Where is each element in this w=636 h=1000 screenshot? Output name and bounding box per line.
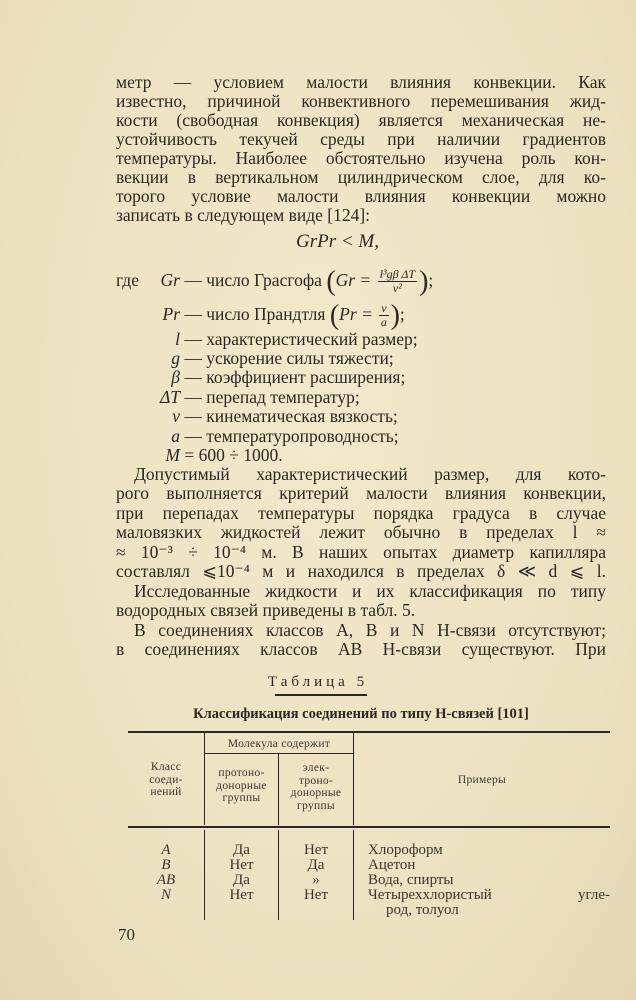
gr-definition bbox=[116, 265, 606, 297]
header-proton-donor bbox=[205, 767, 278, 805]
text-line: метр — условием малости влияния конвекции. Как bbox=[116, 72, 606, 92]
text-line: при перепадах температуры порядка градуса в случае bbox=[116, 503, 606, 523]
text-line: Допустимый характеристический размер, для кото- bbox=[134, 464, 606, 484]
text-line: в соединениях классов AB H-связи существуют. При bbox=[116, 639, 606, 659]
cell-example: Ацетон bbox=[368, 857, 416, 873]
cell-proton: Да bbox=[233, 842, 250, 858]
right-paren: ) bbox=[419, 265, 429, 297]
definition-text: — характеристический размер; bbox=[184, 329, 418, 349]
pr-definition bbox=[116, 299, 606, 331]
text-line: Исследованные жидкости и их классификация по типу bbox=[134, 581, 606, 601]
gr-numerator: l³gβ ΔT bbox=[379, 267, 416, 282]
symbol: β bbox=[171, 367, 180, 387]
pr-numerator: ν bbox=[381, 301, 387, 316]
gr-fraction bbox=[378, 268, 417, 295]
cell-example: Вода, спирты bbox=[368, 872, 454, 888]
main-formula: GrPr < M, bbox=[296, 231, 380, 252]
cell-electron: Да bbox=[307, 857, 325, 873]
definition-text: — кинематическая вязкость; bbox=[184, 406, 398, 426]
header-bottom-rule bbox=[128, 826, 610, 828]
cell-class: B bbox=[161, 857, 171, 873]
cell-proton: Нет bbox=[229, 857, 254, 873]
cell-proton: Нет bbox=[229, 887, 254, 903]
symbol: ΔT bbox=[159, 387, 180, 407]
cell-class: N bbox=[160, 887, 171, 903]
header-line: протоно- bbox=[218, 767, 265, 779]
header-line: Класс bbox=[150, 761, 182, 773]
text-line: торого условие малости влияния конвекции можно bbox=[116, 186, 606, 206]
definition-text: = 600 ÷ 1000. bbox=[184, 445, 283, 465]
divider bbox=[275, 694, 367, 696]
pr-fraction bbox=[379, 302, 388, 329]
cell-class: AB bbox=[156, 872, 176, 888]
gr-text: — число Грасгофа bbox=[184, 270, 322, 290]
header-line: троно- bbox=[298, 774, 334, 787]
definition-item bbox=[116, 406, 606, 426]
table-title: Классификация соединений по типу H-связей [101] bbox=[193, 706, 529, 722]
header-line: нений bbox=[150, 786, 182, 798]
gr-end: ; bbox=[428, 270, 434, 290]
left-paren: ( bbox=[326, 265, 336, 297]
cell-example: Хлороформ bbox=[368, 842, 443, 858]
cell-example: Четыреххлористый угле- bbox=[368, 887, 610, 903]
gr-lhs: Gr = bbox=[335, 270, 372, 290]
text-line: векции в вертикальном цилиндрическом слое, для ко- bbox=[116, 167, 606, 187]
header-line: донорные bbox=[290, 787, 342, 799]
header-line: элек- bbox=[302, 762, 330, 774]
definition-text: — коэффициент расширения; bbox=[184, 367, 406, 387]
header-examples: Примеры bbox=[457, 774, 507, 786]
text-line: записать в следующем виде [124]: bbox=[116, 205, 371, 225]
text-line: известно, причиной конвективного перемешивания жид- bbox=[116, 91, 606, 111]
right-paren: ) bbox=[390, 299, 400, 331]
text-line: рого выполняется критерий малости влияния конвекции, bbox=[116, 483, 606, 503]
group-header-rule bbox=[205, 753, 353, 754]
pr-symbol: Pr bbox=[162, 304, 180, 324]
text-line: В соединениях классов A, B и N H-связи отсутствуют; bbox=[134, 620, 606, 640]
definition-item bbox=[116, 367, 606, 387]
header-line: группы bbox=[297, 799, 335, 812]
column-divider bbox=[353, 830, 354, 920]
symbol: l bbox=[175, 329, 180, 349]
page-number: 70 bbox=[118, 925, 135, 944]
definition-item bbox=[116, 387, 606, 407]
text-line: устойчивость текучей среды при наличии градиентов bbox=[116, 129, 606, 149]
symbol: M bbox=[165, 445, 180, 465]
pr-end: ; bbox=[399, 304, 405, 324]
header-molecule-contains: Молекула содержит bbox=[227, 738, 331, 750]
cell-example-continuation: род, толуол bbox=[386, 902, 459, 918]
text-line: температуры. Наиболее обстоятельно изучена роль кон- bbox=[116, 148, 606, 168]
pr-text: — число Прандтля bbox=[184, 304, 326, 324]
definition-text: — ускорение силы тяжести; bbox=[184, 348, 394, 368]
symbol: ν bbox=[172, 406, 180, 426]
where-word: где bbox=[116, 270, 139, 290]
cell-class: A bbox=[161, 842, 171, 858]
gr-denominator: ν² bbox=[392, 281, 402, 296]
text-line: маловязких жидкостей лежит обычно в пределах l ≈ bbox=[116, 522, 606, 542]
header-class bbox=[128, 761, 204, 799]
gr-symbol: Gr bbox=[160, 270, 180, 290]
definition-text: — перепад температур; bbox=[184, 387, 360, 407]
header-electron-donor bbox=[279, 762, 353, 812]
header-line: донорные bbox=[216, 779, 267, 792]
cell-electron: Нет bbox=[303, 887, 329, 903]
definition-item bbox=[116, 348, 606, 368]
header-line: соеди- bbox=[149, 773, 183, 786]
table-top-rule bbox=[128, 731, 610, 733]
definition-item bbox=[116, 426, 606, 446]
cell-electron: Нет bbox=[303, 842, 329, 858]
definition-item bbox=[116, 445, 606, 465]
text-line: кости (свободная конвекция) является механическая не- bbox=[116, 110, 606, 130]
text-line: составлял ⩽10⁻⁴ м и находился в пределах δ ≪ d ⩽ l. bbox=[116, 561, 606, 581]
symbol: a bbox=[171, 426, 180, 446]
text-line: водородных связей приведены в табл. 5. bbox=[116, 600, 416, 620]
text-line: ≈ 10⁻³ ÷ 10⁻⁴ м. В наших опытах диаметр капилляра bbox=[116, 542, 606, 562]
pr-denominator: a bbox=[380, 315, 387, 330]
left-paren: ( bbox=[329, 299, 340, 331]
header-line: группы bbox=[222, 792, 261, 804]
definition-text: — температуропроводность; bbox=[184, 426, 399, 446]
symbol: g bbox=[171, 348, 180, 368]
cell-electron: » bbox=[312, 872, 320, 888]
pr-lhs: Pr = bbox=[339, 304, 373, 324]
definition-item bbox=[116, 329, 606, 349]
cell-proton: Да bbox=[233, 872, 250, 888]
table-caption: Таблица 5 bbox=[267, 674, 369, 690]
